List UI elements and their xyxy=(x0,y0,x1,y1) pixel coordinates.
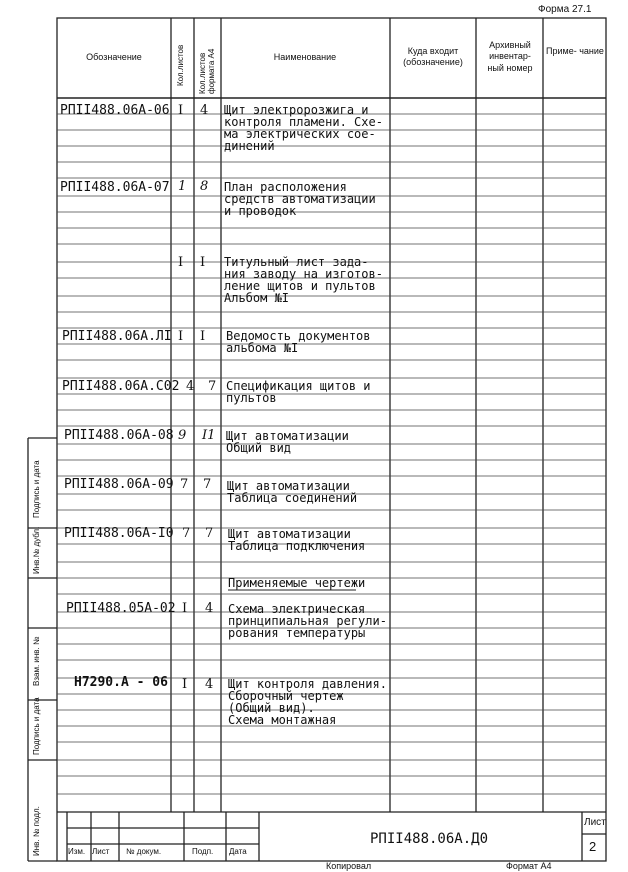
row-sheets: I xyxy=(182,677,188,692)
row-name: Щит электророзжига и контроля пламени. Схе- ма электрических сое- динений xyxy=(224,103,383,153)
row-sheets: I xyxy=(178,255,184,270)
row-name: Схема электрическая принципиальная регули- рования температуры xyxy=(228,602,387,640)
side-label-signature-date-2: Подпись и дата xyxy=(32,697,41,755)
row-sheets-a4: I xyxy=(200,255,206,270)
row-sheets-a4: 8 xyxy=(200,179,209,194)
form-label: Форма 27.1 xyxy=(538,4,592,15)
stamp-sheet-label: Лист xyxy=(584,817,606,828)
row-code: РПII488.05А-02 xyxy=(66,601,176,616)
row-code: РПII488.06А-09 xyxy=(64,477,174,492)
footer-format: Формат А4 xyxy=(506,861,552,871)
header-sheet-count: Кол.листов xyxy=(176,44,185,86)
side-label-original-inv: Инв. № подл. xyxy=(32,806,41,856)
row-name: Щит контроля давления. Сборочный чертеж (Общий вид). Схема монтажная xyxy=(228,677,387,727)
row-code: РПII488.06А.С02 xyxy=(62,379,180,394)
row-code: РПII488.06А-07 xyxy=(60,180,170,195)
stamp-col-sheet: Лист xyxy=(92,847,110,856)
header-name: Наименование xyxy=(273,52,337,62)
row-name: Ведомость документов альбома №I xyxy=(226,329,371,355)
header-designation: Обозначение xyxy=(86,52,142,62)
header-where-used: Куда входит (обозначение) xyxy=(403,46,463,68)
row-sheets: 4 xyxy=(186,379,195,394)
row-code: РПII488.06А-06 xyxy=(60,103,170,118)
row-sheets-a4: 4 xyxy=(205,677,214,692)
row-name: Спецификация щитов и пультов xyxy=(226,379,371,405)
stamp-col-date: Дата xyxy=(229,847,247,856)
header-archive-no: Архивный инвентар- ный номер xyxy=(487,40,533,73)
row-sheets: 9 xyxy=(178,428,187,443)
section-heading: Применяемые чертежи xyxy=(228,576,366,590)
row-sheets: 7 xyxy=(182,526,191,541)
stamp-sheet-number: 2 xyxy=(589,839,597,854)
side-label-dup-inv: Инв.№ дубл. xyxy=(32,526,41,574)
row-sheets: I xyxy=(178,103,184,118)
row-name: Щит автоматизации Таблица подключения xyxy=(228,527,366,553)
row-sheets-a4: 7 xyxy=(205,526,214,541)
row-name: Щит автоматизации Общий вид xyxy=(226,429,349,455)
row-sheets-a4: 7 xyxy=(208,379,217,394)
header-sheet-count-a4: Кол.листов формата А4 xyxy=(198,48,216,94)
row-sheets-a4: 7 xyxy=(203,477,212,492)
header-note: Приме- чание xyxy=(546,46,604,56)
row-code: РПII488.06А.ЛI xyxy=(62,329,172,344)
row-sheets-a4: I xyxy=(200,329,206,344)
stamp-doc-code: РПII488.06А.Д0 xyxy=(370,831,489,847)
row-sheets-a4: 4 xyxy=(205,601,214,616)
stamp-col-signature: Подп. xyxy=(192,847,214,856)
stamp-col-doc-no: № докум. xyxy=(126,847,162,856)
row-name: План расположения средств автоматизации и проводок xyxy=(224,180,376,218)
side-label-signature-date: Подпись и дата xyxy=(32,460,41,518)
row-name: Титульный лист зада- ния заводу на изготов- ление щитов и пультов Альбом №I xyxy=(224,255,383,305)
row-code: РПII488.06А-I0 xyxy=(64,526,174,541)
row-sheets: 7 xyxy=(180,477,189,492)
row-code: Н7290.А - 06 xyxy=(74,675,168,690)
row-code: РПII488.06А-08 xyxy=(64,428,174,443)
row-name: Щит автоматизации Таблица соединений xyxy=(227,479,358,505)
footer-copied: Копировал xyxy=(326,861,372,871)
side-label-replace-inv: Взам. инв. № xyxy=(32,636,41,686)
row-sheets: I xyxy=(178,329,184,344)
row-sheets: I xyxy=(182,601,188,616)
stamp-col-change: Изм. xyxy=(68,847,86,856)
row-sheets: 1 xyxy=(178,179,187,194)
row-sheets-a4: I1 xyxy=(202,428,216,443)
row-sheets-a4: 4 xyxy=(200,103,209,118)
